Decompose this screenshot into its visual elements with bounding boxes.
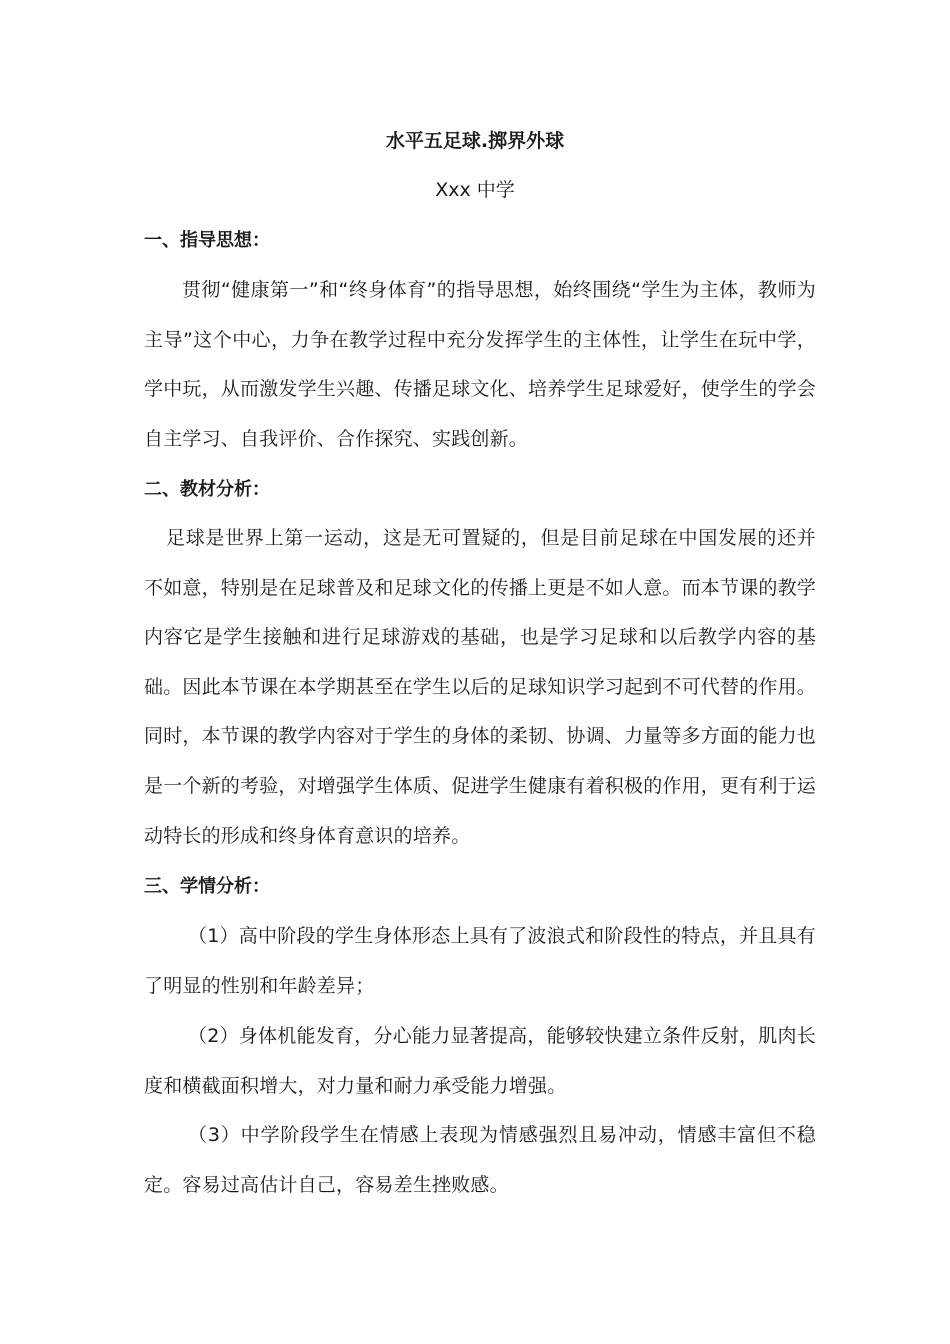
school-name: Xxx 中学 <box>435 179 515 201</box>
document-title: 水平五足球.掷界外球 <box>385 130 565 152</box>
section-heading-material-analysis: 二、教材分析： <box>144 479 270 500</box>
student-analysis-item-3: （3）中学阶段学生在情感上表现为情感强烈且易冲动，情感丰富但不稳定。容易过高估计自己，容易差生挫败感。 <box>144 1124 816 1196</box>
student-analysis-item-2: （2）身体机能发育，分心能力显著提高，能够较快建立条件反射，肌肉长度和横截面积增大，对力量和耐力承受能力增强。 <box>144 1025 816 1097</box>
section-heading-student-analysis: 三、学情分析： <box>144 876 270 897</box>
section-paragraph-guiding-ideology: 贯彻“健康第一”和“终身体育”的指导思想，始终围绕“学生为主体，教师为主导”这个中心，力争在教学过程中充分发挥学生的主体性，让学生在玩中学，学中玩，从而激发学生兴趣、传播足球文化、培养学生足球爱好，使学生的学会自主学习、自我评价、合作探究、实践创新。 <box>144 279 817 450</box>
student-analysis-item-1: （1）高中阶段的学生身体形态上具有了波浪式和阶段性的特点，并且具有了明显的性别和年龄差异； <box>144 925 816 997</box>
section-paragraph-material-analysis: 足球是世界上第一运动，这是无可置疑的，但是目前足球在中国发展的还并不如意，特别是在足球普及和足球文化的传播上更是不如人意。而本节课的教学内容它是学生接触和进行足球游戏的基础，也是学习足球和以后教学内容的基础。因此本节课在本学期甚至在学生以后的足球知识学习起到不可代替的作用。同时，本节课的教学内容对于学生的身体的柔韧、协调、力量等多方面的能力也是一个新的考验，对增强学生体质、促进学生健康有着积极的作用，更有利于运动特长的形成和终身体育意识的培养。 <box>144 527 817 847</box>
section-heading-guiding-ideology: 一、指导思想： <box>144 230 270 251</box>
